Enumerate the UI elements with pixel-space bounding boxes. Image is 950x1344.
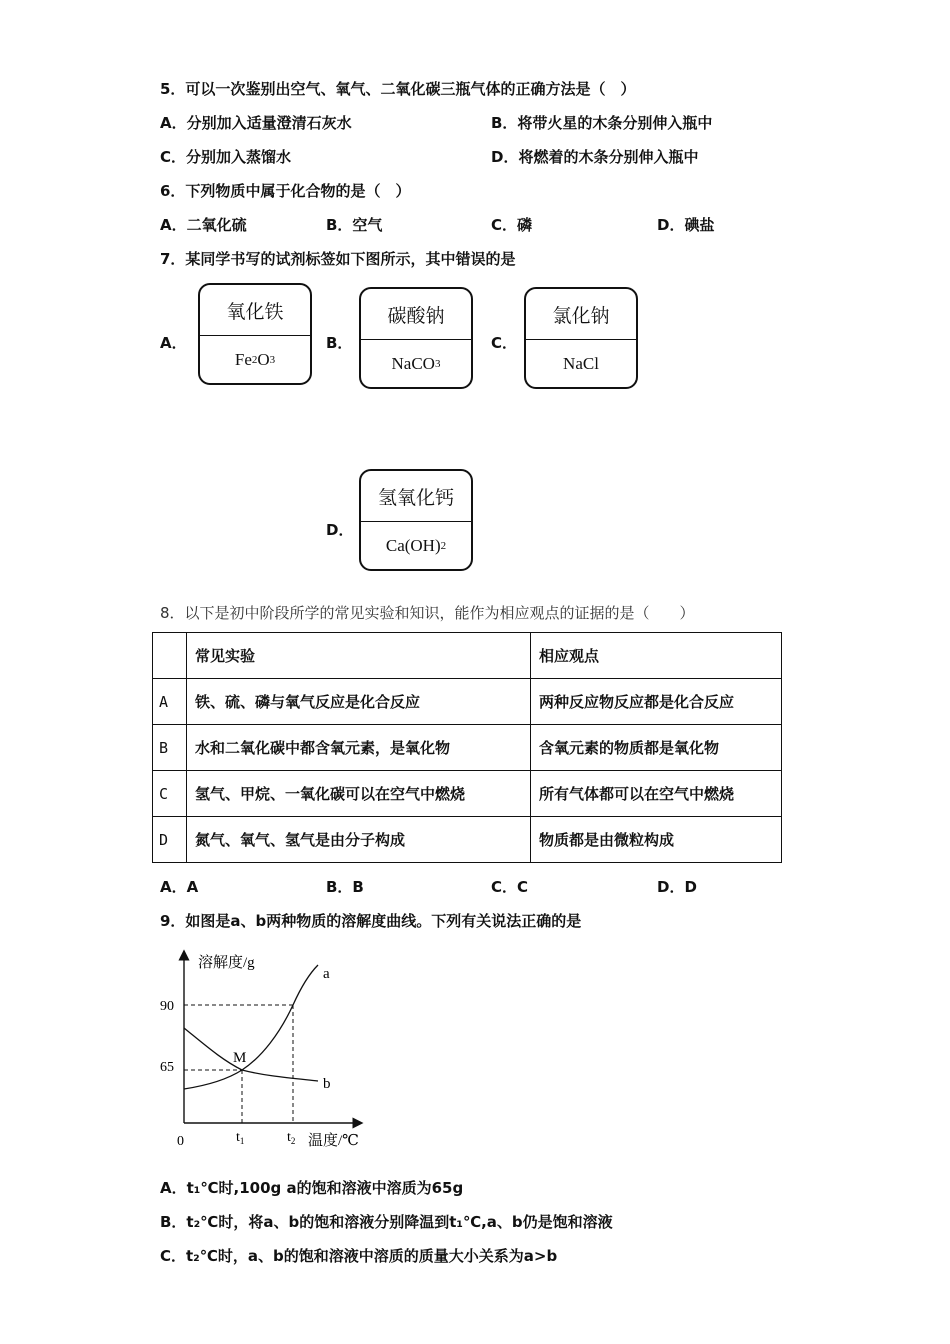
q6-option-a[interactable]: A．二氧化硫 [160,216,247,234]
curve-b-label: b [323,1076,331,1092]
q6-option-c[interactable]: C．磷 [491,216,533,234]
q5-option-b[interactable]: B．将带火星的木条分别伸入瓶中 [491,114,713,132]
table-header-viewpoint: 相应观点 [531,633,782,679]
q6-option-b[interactable]: B．空气 [326,216,383,234]
table-cell: C [153,771,187,817]
x-tick-t2: $t_2$ [287,1130,296,1146]
card-a-formula: Fe 2 O 3 [234,350,276,369]
q8-option-c[interactable]: C．C [491,878,529,896]
q8-option-b[interactable]: B．B [326,878,364,896]
curve-a-label: a [323,966,330,982]
table-cell: D [153,817,187,863]
reagent-label-card-b [359,287,473,389]
q6-option-d[interactable]: D．碘盐 [657,216,715,234]
table-row [153,679,782,725]
q9-option-a[interactable]: A．t₁℃时,100g a的饱和溶液中溶质为65g [160,1179,464,1197]
point-m-label: M [233,1050,247,1066]
q8-stem: 8．以下是初中阶段所学的常见实验和知识，能作为相应观点的证据的是（ ） [160,604,695,622]
q6-stem: 6．下列物质中属于化合物的是（ ） [160,182,411,200]
solubility-chart [150,945,380,1160]
origin-label: 0 [177,1134,184,1149]
q5-option-c[interactable]: C．分别加入蒸馏水 [160,148,292,166]
curve-a [184,965,318,1089]
table-row [153,817,782,863]
table-cell: 氮气、氧气、氢气是由分子构成 [187,817,531,863]
reagent-label-card-d [359,469,473,571]
x-axis-label: 温度/℃ [308,1133,359,1149]
table-cell [153,633,187,679]
table-header-experiment: 常见实验 [187,633,531,679]
y-tick-90: 90 [160,999,174,1014]
table-row [153,725,782,771]
card-c-formula: NaCl [563,354,599,373]
y-tick-65: 65 [160,1060,174,1075]
q7-option-a-label[interactable]: A． [160,334,187,352]
q9-stem: 9．如图是a、b两种物质的溶解度曲线。下列有关说法正确的是 [160,912,582,930]
y-axis-label: 溶解度/g [198,955,255,971]
table-cell: 含氧元素的物质都是氧化物 [531,725,782,771]
table-cell: B [153,725,187,771]
table-header-row [153,633,782,679]
curve-b [184,1028,318,1081]
card-b-name: 碳酸钠 [361,289,471,340]
card-b-formula: NaCO 3 [391,354,441,373]
table-cell: 铁、硫、磷与氧气反应是化合反应 [187,679,531,725]
card-c-name: 氯化钠 [526,289,636,340]
q5-option-d[interactable]: D．将燃着的木条分别伸入瓶中 [491,148,699,166]
q8-table [152,632,782,863]
q5-option-a[interactable]: A．分别加入适量澄清石灰水 [160,114,352,132]
q8-option-d[interactable]: D．D [657,878,697,896]
q7-option-b-label[interactable]: B． [326,334,353,352]
q7-option-c-label[interactable]: C． [491,334,518,352]
q7-stem: 7．某同学书写的试剂标签如下图所示，其中错误的是 [160,250,516,268]
card-d-formula: Ca(OH) 2 [385,536,447,555]
table-cell: 氢气、甲烷、一氧化碳可以在空气中燃烧 [187,771,531,817]
table-row [153,771,782,817]
table-cell: A [153,679,187,725]
x-tick-t1: $t_1$ [236,1130,245,1146]
card-a-name: 氧化铁 [200,285,310,336]
q7-option-d-label[interactable]: D． [326,521,354,539]
reagent-label-card-c [524,287,638,389]
q8-option-a[interactable]: A．A [160,878,199,896]
reagent-label-card-a [198,283,312,385]
card-d-name: 氢氧化钙 [361,471,471,522]
table-cell: 物质都是由微粒构成 [531,817,782,863]
table-cell: 两种反应物反应都是化合反应 [531,679,782,725]
q9-option-c[interactable]: C．t₂℃时，a、b的饱和溶液中溶质的质量大小关系为a>b [160,1247,558,1265]
q5-stem: 5．可以一次鉴别出空气、氧气、二氧化碳三瓶气体的正确方法是（ ） [160,80,636,98]
table-cell: 水和二氧化碳中都含氧元素，是氧化物 [187,725,531,771]
table-cell: 所有气体都可以在空气中燃烧 [531,771,782,817]
q9-option-b[interactable]: B．t₂℃时，将a、b的饱和溶液分别降温到t₁℃,a、b仍是饱和溶液 [160,1213,613,1231]
